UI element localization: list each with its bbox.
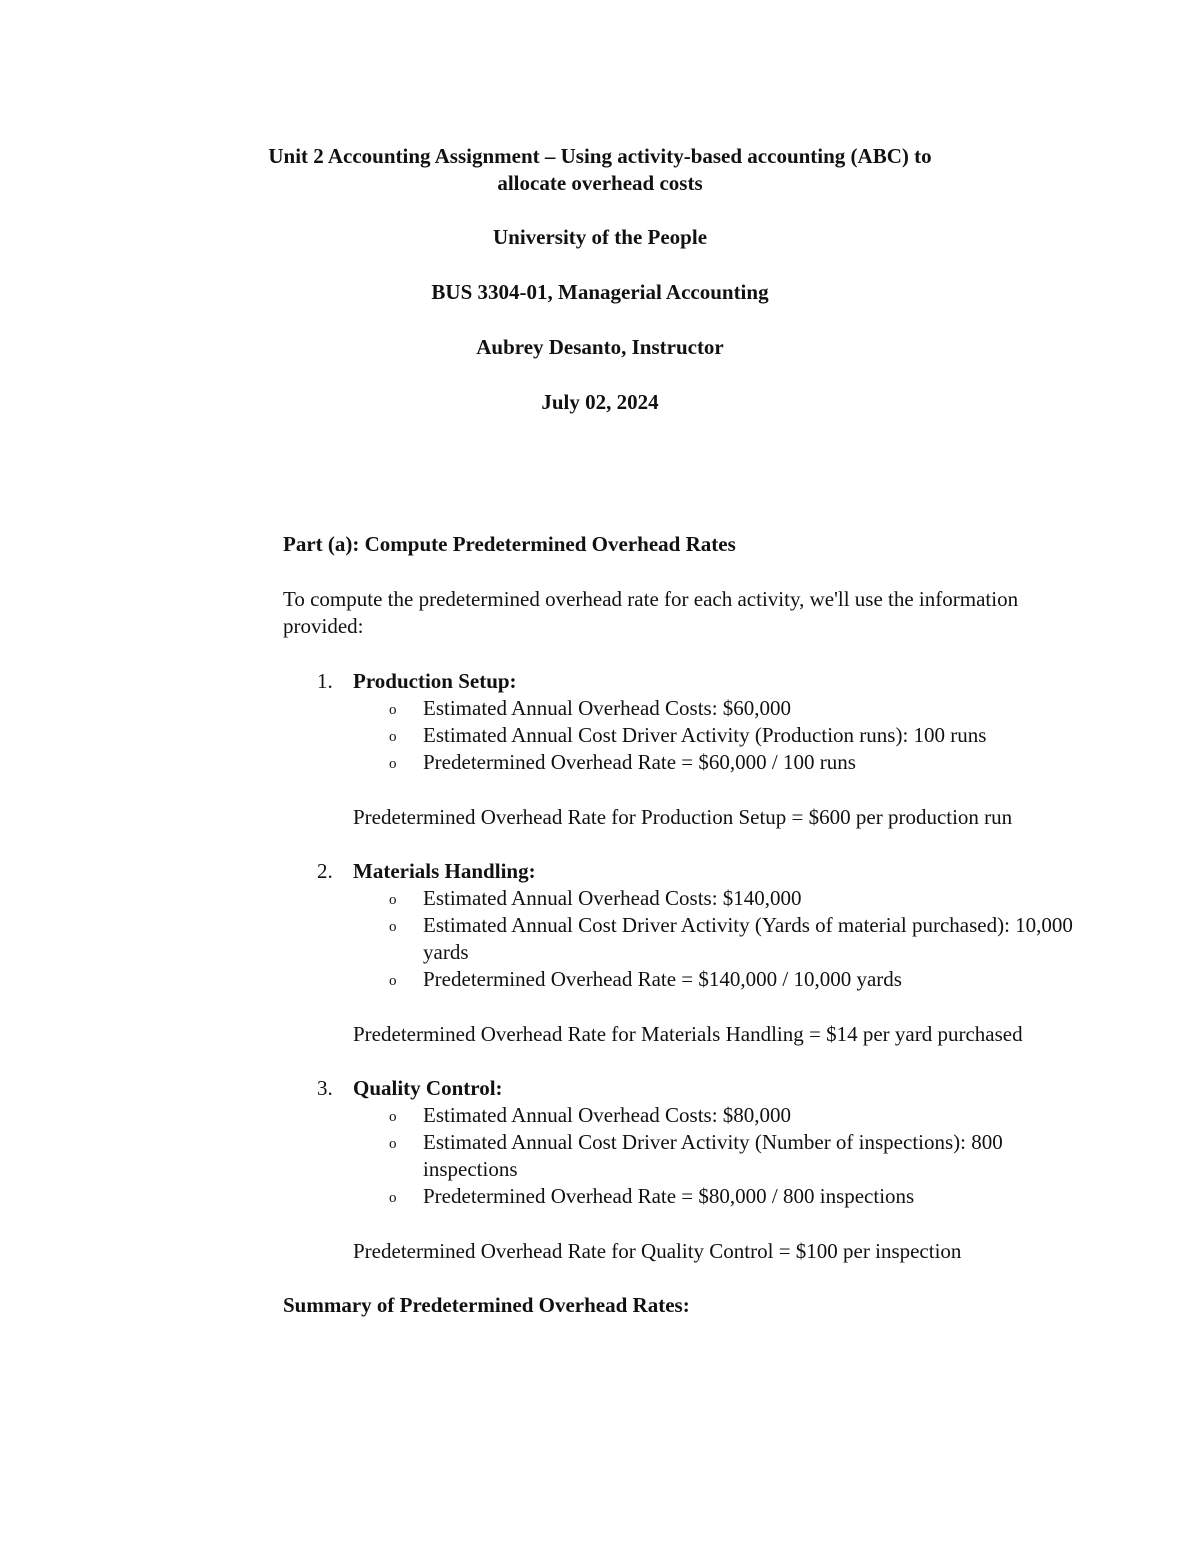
detail-item [353, 695, 1073, 722]
activity-item [283, 1075, 1073, 1265]
title-line-1: Unit 2 Accounting Assignment – Using activity-based accounting (ABC) to [268, 144, 932, 168]
activity-details [353, 885, 1073, 993]
instructor-name: Aubrey Desanto, Instructor [476, 335, 724, 359]
rate-result: Predetermined Overhead Rate for Quality Control = $100 per inspection [353, 1239, 962, 1263]
bullet-icon: o [389, 1136, 397, 1152]
university-name: University of the People [492, 225, 708, 249]
bullet-icon: o [389, 756, 397, 772]
course-name: BUS 3304-01, Managerial Accounting [431, 280, 769, 304]
detail-item [353, 1102, 1073, 1129]
title-line-2: allocate overhead costs [497, 171, 703, 195]
rate-result: Predetermined Overhead Rate for Materials Handling = $14 per yard purchased [353, 1022, 1023, 1046]
detail-item [353, 885, 1073, 912]
document-title [200, 143, 1000, 197]
part-a-intro: To compute the predetermined overhead rate for each activity, we'll use the information provided: [283, 587, 1019, 638]
detail-text: Estimated Annual Cost Driver Activity (Yards of material purchased): 10,000 yards [423, 913, 1073, 964]
activity-number: 1. [317, 669, 333, 693]
bullet-icon: o [389, 973, 397, 989]
bullet-icon: o [389, 919, 397, 935]
activity-name: Quality Control: [353, 1076, 503, 1100]
activity-item [283, 858, 1073, 1048]
detail-item [353, 722, 1073, 749]
part-a-heading: Part (a): Compute Predetermined Overhead Rates [283, 532, 736, 556]
detail-text: Predetermined Overhead Rate = $140,000 / 10,000 yards [423, 967, 902, 991]
bullet-icon: o [389, 1190, 397, 1206]
detail-text: Estimated Annual Overhead Costs: $80,000 [423, 1103, 792, 1127]
detail-text: Estimated Annual Overhead Costs: $60,000 [423, 696, 792, 720]
detail-item [353, 1129, 1073, 1183]
summary-heading: Summary of Predetermined Overhead Rates: [283, 1293, 690, 1317]
activity-details [353, 1102, 1073, 1210]
activity-details [353, 695, 1073, 776]
cover-block [200, 143, 1000, 444]
detail-text: Estimated Annual Cost Driver Activity (Number of inspections): 800 inspections [423, 1130, 1003, 1181]
activity-number: 2. [317, 859, 333, 883]
detail-text: Predetermined Overhead Rate = $60,000 / 100 runs [423, 750, 856, 774]
activity-item [283, 668, 1073, 831]
detail-text: Estimated Annual Overhead Costs: $140,000 [423, 886, 802, 910]
detail-item [353, 749, 1073, 776]
detail-item [353, 912, 1073, 966]
main-content [283, 531, 1073, 1319]
detail-item [353, 966, 1073, 993]
activity-name: Materials Handling: [353, 859, 536, 883]
document-date: July 02, 2024 [541, 390, 659, 414]
bullet-icon: o [389, 892, 397, 908]
bullet-icon: o [389, 1109, 397, 1125]
activity-name: Production Setup: [353, 669, 517, 693]
activity-number: 3. [317, 1076, 333, 1100]
rate-result: Predetermined Overhead Rate for Production Setup = $600 per production run [353, 805, 1013, 829]
detail-text: Predetermined Overhead Rate = $80,000 / 800 inspections [423, 1184, 915, 1208]
activity-list [283, 668, 1073, 1265]
bullet-icon: o [389, 729, 397, 745]
detail-item [353, 1183, 1073, 1210]
detail-text: Estimated Annual Cost Driver Activity (Production runs): 100 runs [423, 723, 987, 747]
bullet-icon: o [389, 702, 397, 718]
